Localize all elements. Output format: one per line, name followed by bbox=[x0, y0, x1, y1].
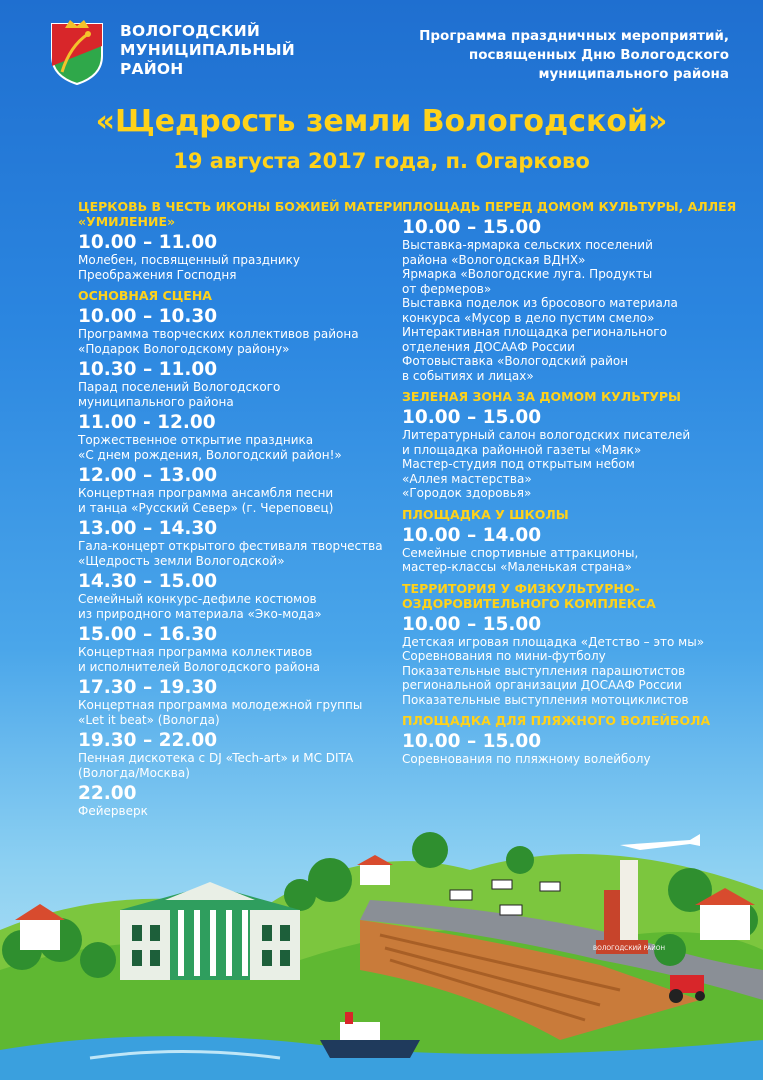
manor-house bbox=[120, 882, 300, 980]
schedule-event bbox=[78, 412, 388, 462]
event-description-line: Литературный салон вологодских писателей bbox=[402, 428, 691, 442]
airplane bbox=[620, 834, 700, 850]
program-line: посвященных Дню Вологодского bbox=[468, 47, 729, 63]
event-description-line: Преображения Господня bbox=[78, 267, 237, 282]
event-description bbox=[402, 428, 732, 501]
event-description bbox=[78, 327, 388, 356]
schedule-event bbox=[402, 407, 732, 501]
program-line: муниципального района bbox=[538, 66, 729, 82]
event-description-line: «Аллея мастерства» bbox=[402, 471, 532, 486]
event-description-line: Показательные выступления мотоциклистов bbox=[402, 692, 689, 707]
schedule-section bbox=[402, 199, 737, 389]
event-description-line: Интерактивная площадка регионального bbox=[402, 325, 667, 339]
event-description bbox=[78, 433, 388, 462]
right-schedule-column bbox=[402, 199, 737, 773]
event-description bbox=[78, 698, 388, 727]
org-line: МУНИЦИПАЛЬНЫЙ bbox=[120, 41, 295, 59]
event-description-line: Фотовыставка «Вологодский район bbox=[402, 354, 629, 368]
section-title-line: «УМИЛЕНИЕ» bbox=[78, 214, 176, 229]
event-description-line: Концертная программа ансамбля песни bbox=[78, 486, 334, 500]
event-description-line: района «Вологодская ВДНХ» bbox=[402, 252, 586, 267]
event-description-line: Парад поселений Вологодского bbox=[78, 380, 281, 394]
event-title: «Щедрость земли Вологодской» bbox=[95, 104, 668, 139]
header bbox=[0, 0, 763, 95]
event-description-line: Детская игровая площадка «Детство – это мы» bbox=[402, 634, 705, 649]
section-title-line: ОСНОВНАЯ СЦЕНА bbox=[78, 288, 212, 303]
event-time: 10.00 – 15.00 bbox=[402, 731, 542, 752]
event-description-line: «Городок здоровья» bbox=[402, 486, 532, 500]
event-description-line: муниципального района bbox=[78, 394, 234, 409]
schedule-event bbox=[78, 624, 388, 674]
section-title bbox=[78, 288, 388, 303]
event-description bbox=[402, 238, 732, 383]
event-time: 10.00 – 11.00 bbox=[78, 232, 218, 253]
org-line: РАЙОН bbox=[120, 60, 184, 78]
event-description-line: Гала-концерт открытого фестиваля творчества bbox=[78, 539, 383, 553]
organization-name bbox=[120, 22, 295, 79]
schedule-event bbox=[78, 465, 388, 515]
event-description-line: Пенная дискотека с DJ «Tech-art» и MC DITA bbox=[78, 751, 354, 765]
event-description-line: «Let it beat» (Вологда) bbox=[78, 712, 220, 727]
section-title-line: ТЕРРИТОРИЯ У ФИЗКУЛЬТУРНО- bbox=[402, 580, 640, 596]
event-description bbox=[78, 592, 388, 621]
section-title bbox=[78, 199, 403, 229]
org-line: ВОЛОГОДСКИЙ bbox=[120, 22, 261, 40]
event-description-line: Соревнования по пляжному волейболу bbox=[402, 752, 651, 766]
event-date-place: 19 августа 2017 года, п. Огарково bbox=[173, 149, 590, 173]
event-description-line: Выставка поделок из бросового материала bbox=[402, 296, 678, 310]
left-schedule-column bbox=[78, 199, 403, 825]
event-time: 10.30 – 11.00 bbox=[78, 359, 218, 380]
schedule-section bbox=[78, 288, 388, 825]
event-description-line: «Подарок Вологодскому району» bbox=[78, 341, 290, 356]
event-time: 10.00 – 14.00 bbox=[402, 524, 542, 546]
event-time: 11.00 - 12.00 bbox=[78, 412, 216, 433]
landscape-illustration bbox=[0, 800, 763, 1080]
event-description-line: Концертная программа молодежной группы bbox=[78, 698, 363, 712]
event-description-line: Фейерверк bbox=[78, 804, 148, 818]
event-description-line: и площадка районной газеты «Маяк» bbox=[402, 442, 642, 457]
section-title-line: ПЛОЩАДКА У ШКОЛЫ bbox=[402, 506, 569, 522]
schedule-event bbox=[402, 525, 732, 575]
event-description bbox=[402, 635, 732, 708]
event-description bbox=[78, 645, 388, 674]
event-time: 14.30 – 15.00 bbox=[78, 571, 218, 592]
schedule-section bbox=[402, 581, 732, 714]
event-description-line: Ярмарка «Вологодские луга. Продукты bbox=[402, 267, 653, 281]
event-description-line: от фермеров» bbox=[402, 281, 492, 296]
schedule-event bbox=[402, 217, 732, 383]
section-title bbox=[402, 713, 732, 728]
schedule-event bbox=[78, 232, 388, 282]
schedule-event bbox=[78, 730, 388, 780]
section-title bbox=[402, 389, 732, 404]
schedule-section bbox=[78, 199, 403, 288]
program-caption bbox=[419, 27, 729, 84]
schedule-event bbox=[78, 359, 388, 409]
event-description-line: Показательные выступления парашютистов bbox=[402, 663, 686, 678]
schedule-section bbox=[402, 507, 732, 581]
schedule-event bbox=[78, 518, 388, 568]
event-description-line: Торжественное открытие праздника bbox=[78, 433, 314, 447]
event-description-line: (Вологда/Москва) bbox=[78, 765, 190, 780]
schedule-event bbox=[402, 731, 732, 767]
event-description-line: в событиях и лицах» bbox=[402, 368, 534, 383]
program-line: Программа праздничных мероприятий, bbox=[419, 28, 729, 44]
event-description bbox=[402, 752, 732, 767]
event-description-line: отделения ДОСААФ России bbox=[402, 339, 575, 354]
event-description-line: Соревнования по мини-футболу bbox=[402, 649, 606, 663]
event-time: 10.00 – 15.00 bbox=[402, 407, 542, 428]
schedule-section bbox=[402, 713, 732, 773]
event-description bbox=[402, 546, 732, 575]
event-time: 10.00 – 15.00 bbox=[402, 613, 542, 635]
event-description-line: Мастер-студия под открытым небом bbox=[402, 457, 635, 471]
section-title-line: ЗЕЛЕНАЯ ЗОНА ЗА ДОМОМ КУЛЬТУРЫ bbox=[402, 389, 682, 404]
event-description-line: Концертная программа коллективов bbox=[78, 645, 313, 659]
schedule-event bbox=[78, 306, 388, 356]
coat-of-arms-icon bbox=[50, 16, 104, 86]
section-title-line: ПЛОЩАДКА ДЛЯ ПЛЯЖНОГО ВОЛЕЙБОЛА bbox=[402, 713, 711, 728]
event-time: 22.00 bbox=[78, 783, 137, 804]
event-description bbox=[78, 539, 388, 568]
event-time: 13.00 – 14.30 bbox=[78, 518, 218, 539]
event-time: 19.30 – 22.00 bbox=[78, 730, 218, 751]
event-time: 17.30 – 19.30 bbox=[78, 677, 218, 698]
event-description bbox=[78, 253, 388, 282]
schedule-section bbox=[402, 389, 732, 507]
schedule-event bbox=[78, 677, 388, 727]
event-description-line: из природного материала «Эко-мода» bbox=[78, 606, 322, 621]
event-time: 15.00 – 16.30 bbox=[78, 624, 218, 645]
section-title-line: ОЗДОРОВИТЕЛЬНОГО КОМПЛЕКСА bbox=[402, 595, 656, 611]
event-description-line: Выставка-ярмарка сельских поселений bbox=[402, 238, 653, 252]
event-description-line: «Щедрость земли Вологодской» bbox=[78, 553, 285, 568]
sign-label: ВОЛОГОДСКИЙ РАЙОН bbox=[593, 945, 665, 952]
event-description-line: Семейные спортивные аттракционы, bbox=[402, 545, 639, 560]
event-time: 10.00 – 10.30 bbox=[78, 306, 218, 327]
event-description bbox=[78, 486, 388, 515]
schedule-event bbox=[402, 614, 732, 708]
event-description-line: и танца «Русский Север» (г. Череповец) bbox=[78, 500, 334, 515]
event-time: 10.00 – 15.00 bbox=[402, 217, 542, 238]
event-description-line: Семейный конкурс-дефиле костюмов bbox=[78, 592, 317, 606]
event-description-line: мастер-классы «Маленькая страна» bbox=[402, 560, 632, 574]
event-description bbox=[78, 751, 388, 780]
schedule-event bbox=[78, 571, 388, 621]
section-title-line: ЦЕРКОВЬ В ЧЕСТЬ ИКОНЫ БОЖИЕЙ МАТЕРИ bbox=[78, 199, 403, 214]
event-description-line: региональной организации ДОСААФ России bbox=[402, 678, 682, 692]
event-description-line: «С днем рождения, Вологодский район!» bbox=[78, 447, 342, 462]
event-description-line: конкурса «Мусор в дело пустим смело» bbox=[402, 310, 655, 325]
section-title-line: ПЛОЩАДЬ ПЕРЕД ДОМОМ КУЛЬТУРЫ, АЛЛЕЯ bbox=[402, 199, 737, 214]
section-title bbox=[402, 507, 732, 522]
event-description-line: Программа творческих коллективов района bbox=[78, 327, 359, 341]
section-title bbox=[402, 199, 737, 214]
section-title bbox=[402, 581, 732, 611]
event-description bbox=[78, 380, 388, 409]
event-time: 12.00 – 13.00 bbox=[78, 465, 218, 486]
event-description-line: и исполнителей Вологодского района bbox=[78, 659, 321, 674]
event-description-line: Молебен, посвященный празднику bbox=[78, 253, 301, 267]
